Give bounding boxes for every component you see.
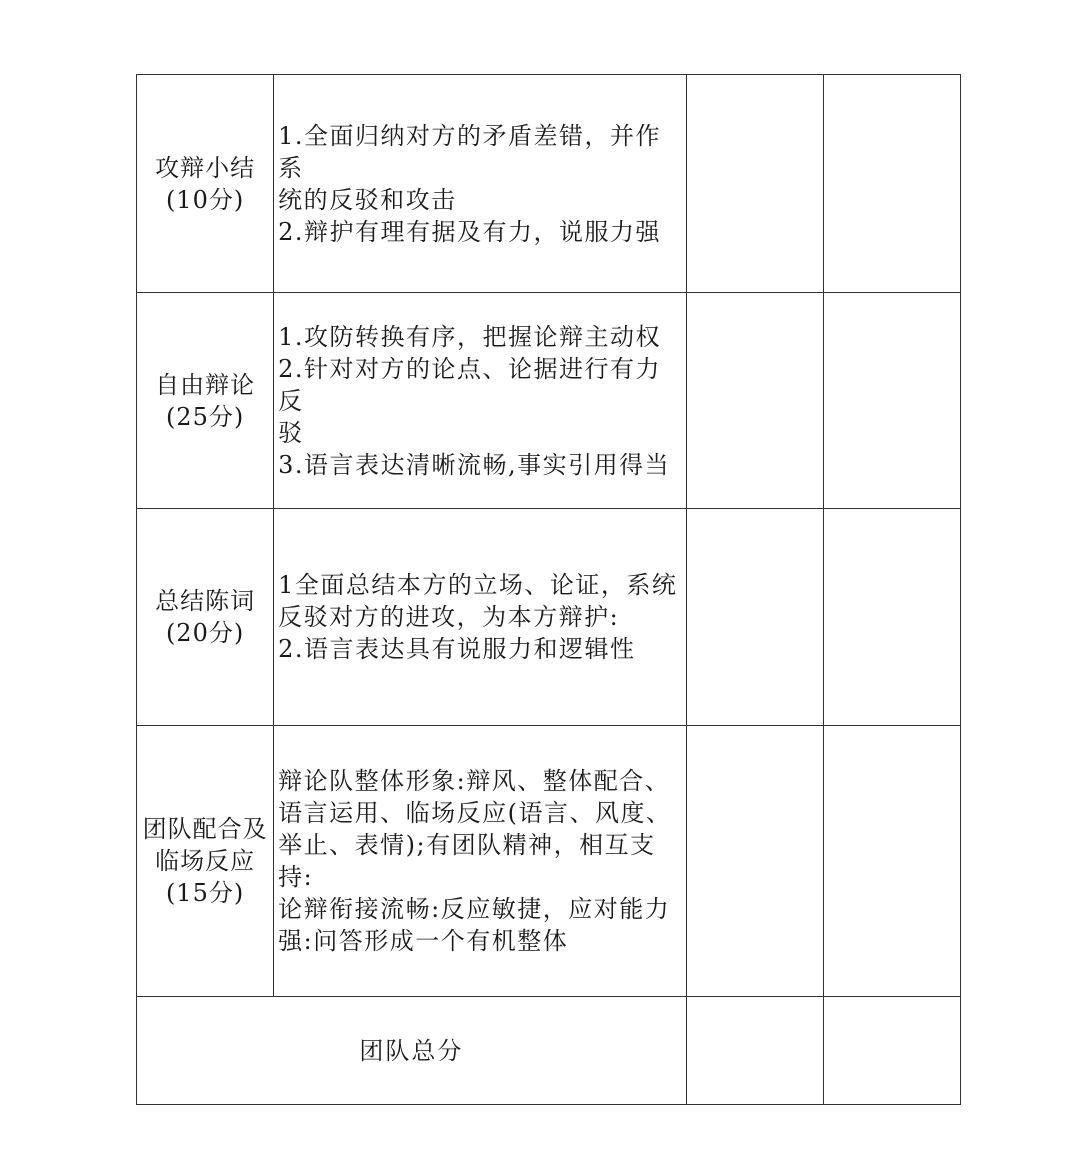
item-points: (20分) bbox=[165, 619, 245, 647]
score-cell[interactable] bbox=[823, 726, 960, 997]
criteria-line: 统的反驳和攻击 bbox=[278, 185, 457, 214]
score-cell[interactable] bbox=[686, 509, 823, 726]
criteria-line: 论辩衔接流畅:反应敏捷，应对能力 bbox=[278, 895, 671, 923]
criteria-line: 强:问答形成一个有机整体 bbox=[278, 927, 569, 955]
item-cell bbox=[137, 509, 274, 726]
criteria-line: 1.全面归纳对方的矛盾差错，并作系 bbox=[278, 121, 662, 182]
criteria-cell bbox=[274, 75, 687, 293]
total-label: 团队总分 bbox=[137, 997, 687, 1105]
criteria-line: 驳 bbox=[278, 418, 304, 447]
score-cell[interactable] bbox=[823, 509, 960, 726]
item-cell bbox=[137, 293, 274, 509]
score-cell[interactable] bbox=[686, 726, 823, 997]
score-cell[interactable] bbox=[686, 293, 823, 509]
item-name: 团队配合及 bbox=[142, 815, 268, 843]
criteria-cell bbox=[274, 293, 687, 509]
score-cell[interactable] bbox=[823, 75, 960, 293]
item-name: 总结陈词 bbox=[155, 587, 256, 615]
criteria-line: 2.语言表达具有说服力和逻辑性 bbox=[278, 635, 636, 663]
criteria-cell bbox=[274, 509, 687, 726]
item-cell bbox=[137, 75, 274, 293]
total-score-cell[interactable] bbox=[686, 997, 823, 1105]
total-score-cell[interactable] bbox=[823, 997, 960, 1105]
criteria-line: 反驳对方的进攻，为本方辩护: bbox=[278, 603, 620, 631]
table-row bbox=[137, 293, 961, 509]
item-name: 攻辩小结 bbox=[155, 153, 256, 182]
criteria-line: 2.针对对方的论点、论据进行有力反 bbox=[278, 354, 662, 415]
table-row bbox=[137, 509, 961, 726]
item-name: 临场反应 bbox=[155, 847, 256, 875]
table-row bbox=[137, 726, 961, 997]
item-points: (25分) bbox=[165, 402, 245, 431]
criteria-line: 2.辩护有理有据及有力，说服力强 bbox=[278, 217, 662, 246]
score-cell[interactable] bbox=[823, 293, 960, 509]
criteria-line: 1.攻防转换有序，把握论辩主动权 bbox=[278, 322, 662, 351]
criteria-line: 1全面总结本方的立场、论证，系统 bbox=[278, 571, 678, 599]
item-cell bbox=[137, 726, 274, 997]
criteria-line: 举止、表情);有团队精神，相互支持: bbox=[278, 831, 656, 891]
scoring-table bbox=[136, 74, 961, 1105]
item-points: (15分) bbox=[165, 879, 245, 907]
score-cell[interactable] bbox=[686, 75, 823, 293]
criteria-line: 3.语言表达清晰流畅,事实引用得当 bbox=[278, 450, 671, 479]
criteria-cell bbox=[274, 726, 687, 997]
table-row bbox=[137, 75, 961, 293]
criteria-line: 语言运用、临场反应(语言、风度、 bbox=[278, 799, 672, 827]
criteria-line: 辩论队整体形象:辩风、整体配合、 bbox=[278, 767, 671, 795]
total-row bbox=[137, 997, 961, 1105]
item-name: 自由辩论 bbox=[155, 370, 256, 399]
item-points: (10分) bbox=[165, 185, 245, 214]
